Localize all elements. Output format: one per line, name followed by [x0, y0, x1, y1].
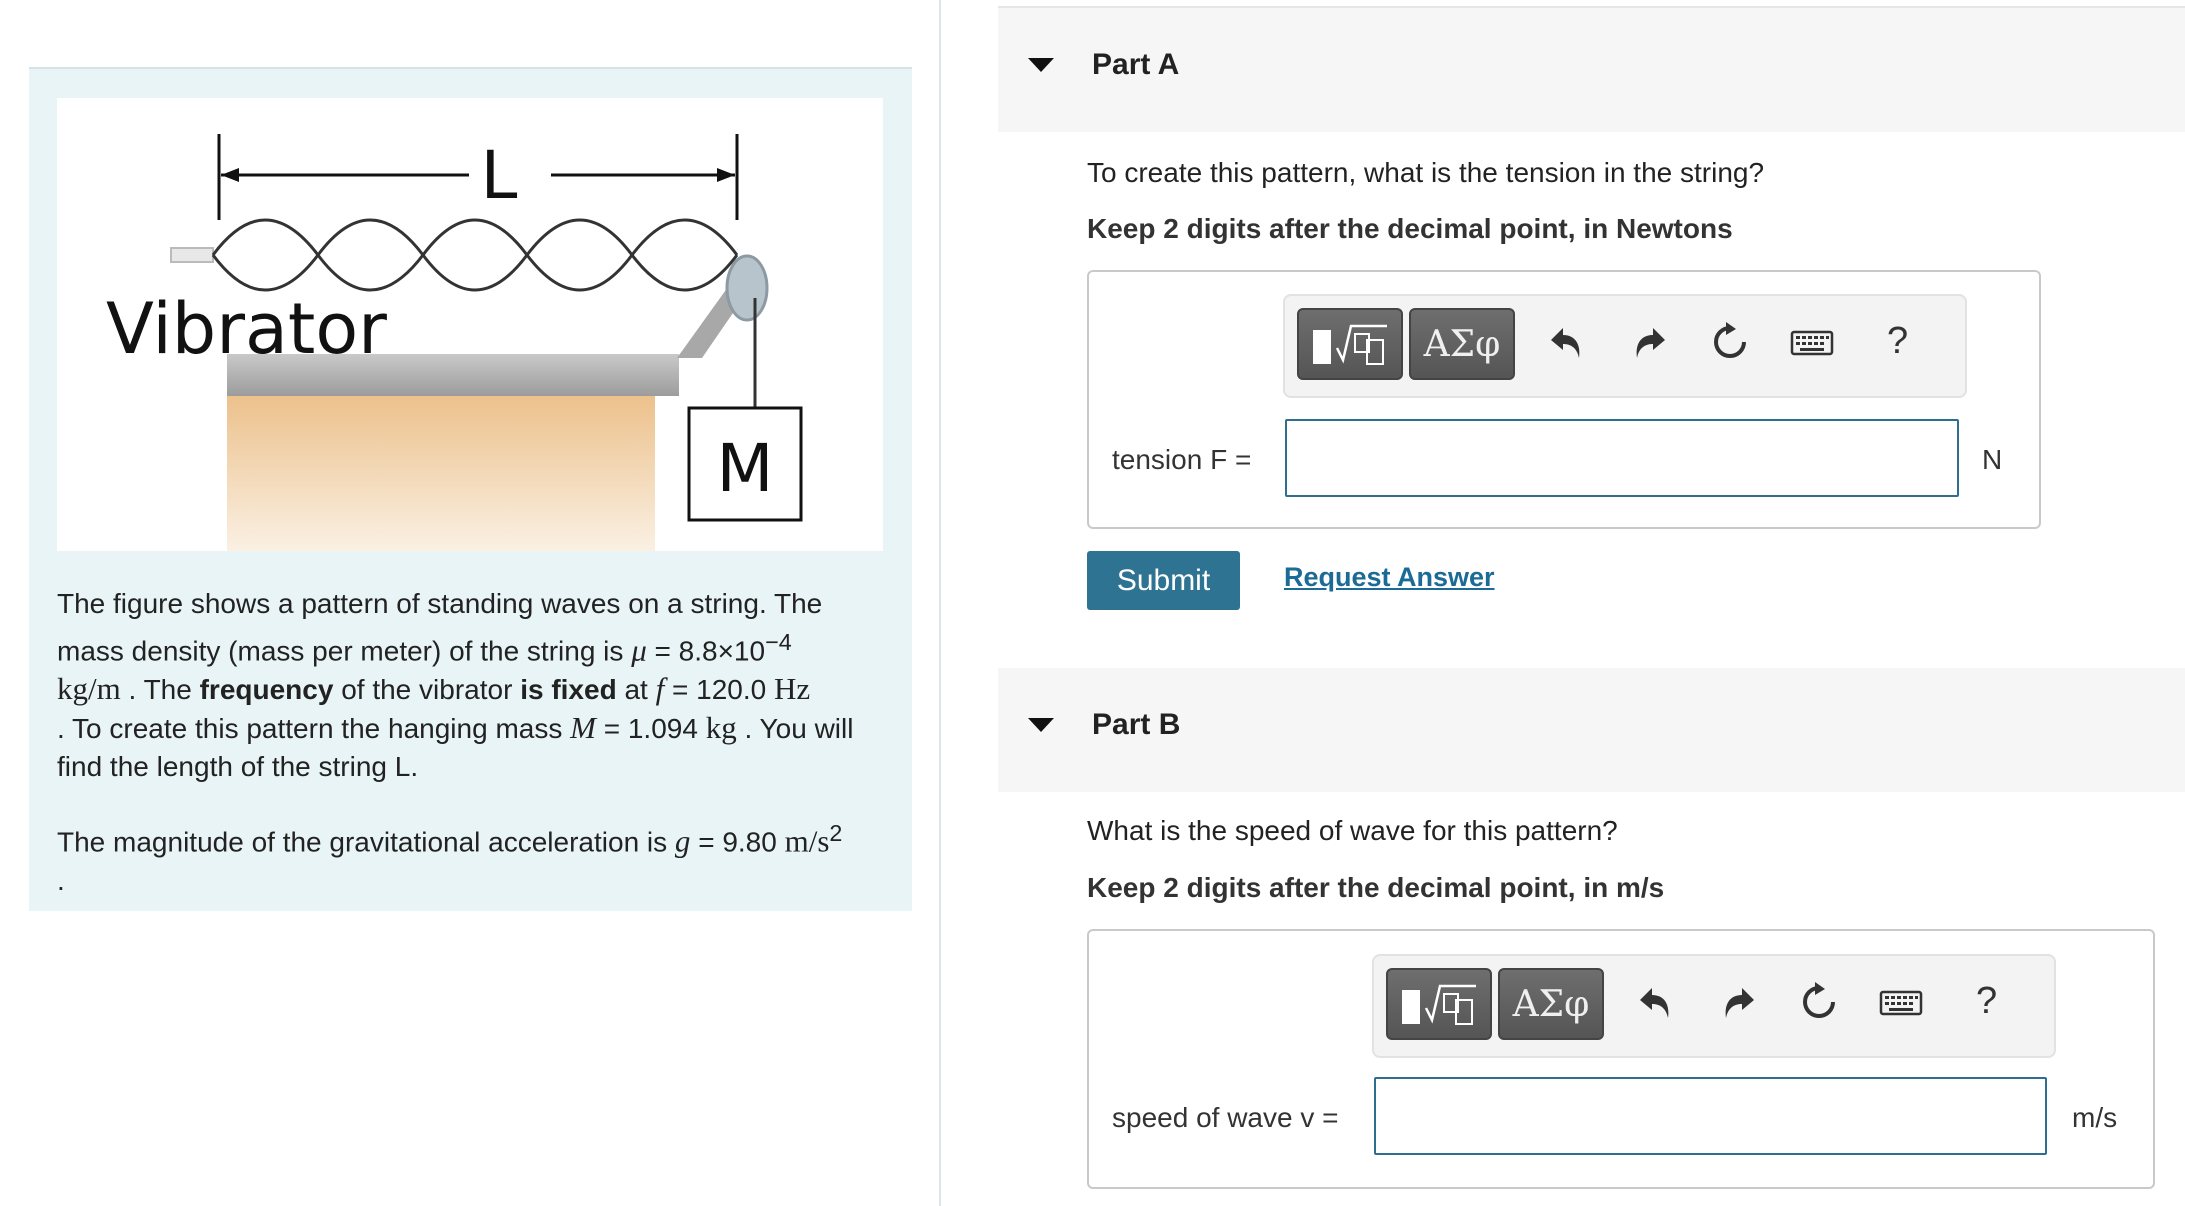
panel-divider: [939, 0, 941, 1206]
mu-value: = 8.8×10: [646, 635, 766, 667]
f-unit: Hz: [773, 671, 811, 707]
text-segment: . To create this pattern the hanging mass: [57, 713, 571, 745]
f-symbol: f: [655, 671, 665, 707]
g-symbol: g: [674, 823, 691, 859]
part-a-question: To create this pattern, what is the tension in the string?: [1087, 157, 1765, 188]
help-button[interactable]: ?: [1976, 980, 1998, 1022]
speed-input[interactable]: [1374, 1077, 2047, 1155]
tension-unit: N: [1982, 444, 2003, 475]
templates-button[interactable]: [1386, 968, 1492, 1040]
templates-icon: [1307, 318, 1393, 370]
request-answer-link[interactable]: Request Answer: [1284, 562, 1495, 592]
mu-exponent: −4: [765, 629, 792, 655]
speed-label: speed of wave v =: [1112, 1102, 1339, 1133]
redo-icon[interactable]: [1718, 982, 1758, 1029]
text-segment: The magnitude of the gravitational acceleration is: [57, 826, 675, 858]
text-segment: .: [57, 864, 65, 896]
mu-unit: kg/m: [57, 671, 121, 707]
redo-icon[interactable]: [1629, 322, 1669, 369]
speed-unit: m/s: [2072, 1102, 2118, 1133]
undo-icon[interactable]: [1636, 982, 1676, 1029]
part-b-header[interactable]: [998, 668, 2185, 792]
length-label: L: [480, 137, 518, 214]
undo-icon[interactable]: [1547, 322, 1587, 369]
M-value: = 1.094: [595, 713, 706, 745]
arrow-left-icon: [221, 168, 239, 182]
is-fixed-word: is fixed: [520, 674, 617, 706]
text-segment: of the vibrator: [333, 674, 521, 706]
mass-label: M: [716, 430, 774, 507]
submit-button[interactable]: Submit: [1087, 551, 1240, 610]
templates-icon: [1396, 978, 1482, 1030]
greek-label: ΑΣφ: [1423, 323, 1501, 365]
M-unit: kg: [705, 710, 737, 746]
greek-label: ΑΣφ: [1512, 983, 1590, 1025]
problem-paragraph-1: [57, 585, 887, 786]
text-segment: . The: [120, 674, 200, 706]
f-value: = 120.0: [664, 674, 774, 706]
part-b-instruction: Keep 2 digits after the decimal point, in m/s: [1087, 872, 1665, 903]
standing-wave-figure: [57, 98, 883, 551]
part-b-question: What is the speed of wave for this pattern?: [1087, 815, 1618, 846]
tension-label: tension F =: [1112, 444, 1252, 475]
part-a-math-toolbar: [1283, 294, 1967, 398]
keyboard-icon[interactable]: [1790, 322, 1834, 369]
greek-symbols-button[interactable]: [1498, 968, 1604, 1040]
part-a-title: Part A: [1092, 48, 1180, 81]
text-segment: . You will find the length of the string L.: [57, 713, 854, 783]
triangle-down-icon[interactable]: [1028, 58, 1054, 72]
text-segment: The figure shows a pattern of standing waves on a string. The mass density (mass per meter) of the string is: [57, 588, 823, 667]
g-exponent: 2: [829, 820, 843, 847]
problem-statement: [57, 585, 887, 900]
vibrator-label: Vibrator: [106, 288, 387, 370]
arrow-right-icon: [717, 168, 735, 182]
keyboard-icon[interactable]: [1879, 982, 1923, 1029]
figure-drawing: [57, 98, 883, 551]
g-unit: m/s: [784, 823, 830, 859]
part-b-answer-box: [1087, 929, 2155, 1189]
g-value: = 9.80: [690, 826, 785, 858]
M-symbol: M: [570, 710, 596, 746]
part-b-title: Part B: [1092, 708, 1181, 741]
text-segment: at: [616, 674, 656, 706]
templates-button[interactable]: [1297, 308, 1403, 380]
mu-symbol: μ: [631, 632, 647, 668]
reset-icon[interactable]: [1710, 322, 1750, 369]
help-button[interactable]: ?: [1887, 320, 1909, 362]
problem-paragraph-2: [57, 814, 887, 899]
tension-input[interactable]: [1285, 419, 1959, 497]
part-a-header[interactable]: [998, 8, 2185, 132]
part-b-math-toolbar: [1372, 954, 2056, 1058]
pulley-wheel: [727, 256, 767, 320]
greek-symbols-button[interactable]: [1409, 308, 1515, 380]
vibrator-rod: [171, 248, 213, 262]
part-a-instruction: Keep 2 digits after the decimal point, in Newtons: [1087, 213, 1733, 244]
part-a-answer-box: [1087, 270, 2041, 529]
frequency-word: frequency: [199, 674, 334, 706]
reset-icon[interactable]: [1799, 982, 1839, 1029]
triangle-down-icon[interactable]: [1028, 718, 1054, 732]
